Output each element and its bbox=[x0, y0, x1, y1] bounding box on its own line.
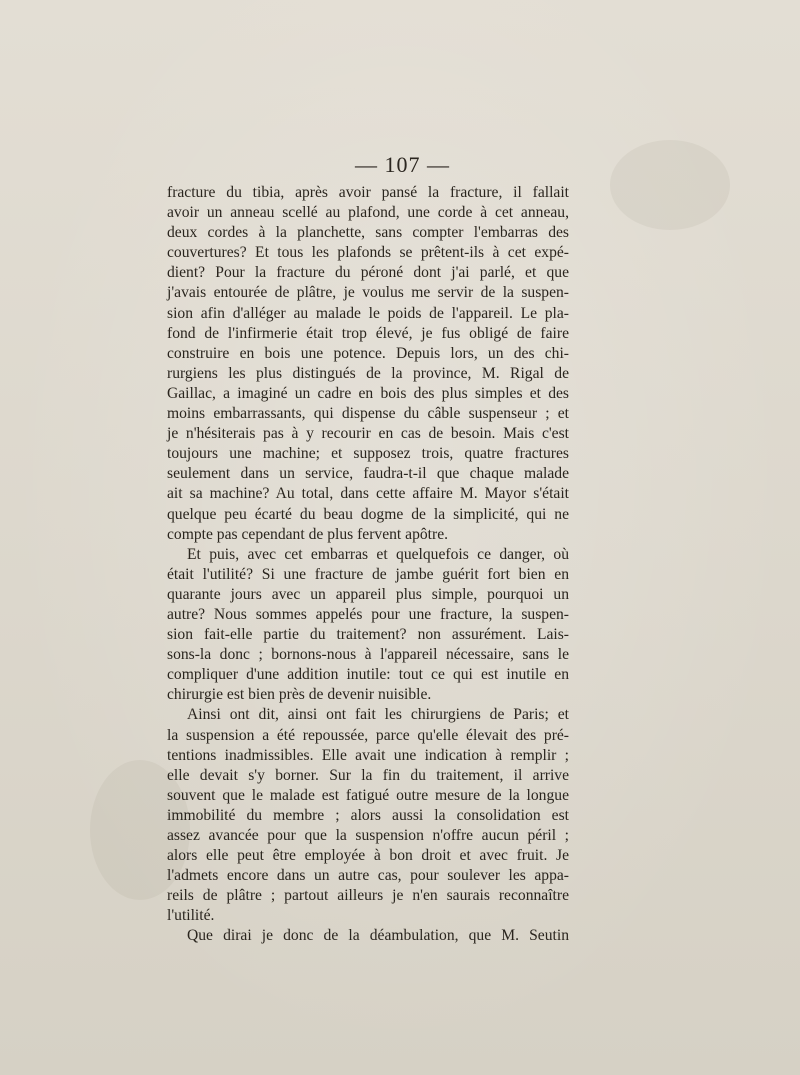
text-line: alors elle peut être employée à bon droit et avec fruit. Je bbox=[167, 847, 569, 865]
text-line: l'admets encore dans un autre cas, pour soulever les appa- bbox=[167, 867, 569, 885]
text-line: j'avais entourée de plâtre, je voulus me servir de la suspen- bbox=[167, 284, 569, 302]
text-line: quelque peu écarté du beau dogme de la simplicité, qui ne bbox=[167, 505, 569, 523]
text-line: autre? Nous sommes appelés pour une fracture, la suspen- bbox=[167, 605, 569, 623]
text-line: sion afin d'alléger au malade le poids de l'appareil. Le pla- bbox=[167, 304, 569, 322]
text-line: souvent que le malade est fatigué outre mesure de la longue bbox=[167, 786, 569, 804]
text-line: fond de l'infirmerie était trop élevé, je fus obligé de faire bbox=[167, 324, 569, 342]
text-line: rurgiens les plus distingués de la province, M. Rigal de bbox=[167, 364, 569, 382]
text-line: toujours une machine; et supposez trois, quatre fractures bbox=[167, 445, 569, 463]
paragraph-end-line: compte pas cependant de plus fervent apôtre. bbox=[167, 525, 449, 543]
body-text bbox=[167, 183, 569, 947]
text-line: immobilité du membre ; alors aussi la consolidation est bbox=[167, 806, 569, 824]
text-line: tentions inadmissibles. Elle avait une indication à remplir ; bbox=[167, 746, 569, 764]
text-line: seulement dans un service, faudra-t-il que chaque malade bbox=[167, 465, 569, 483]
text-line: reils de plâtre ; partout ailleurs je n'en saurais reconnaître bbox=[167, 887, 569, 905]
text-line: assez avancée pour que la suspension n'offre aucun péril ; bbox=[167, 827, 569, 844]
paragraph-start-line: Et puis, avec cet embarras et quelquefois ce danger, où bbox=[187, 545, 569, 563]
paragraph-end-line: l'utilité. bbox=[167, 907, 215, 925]
text-line: sion fait-elle partie du traitement? non assurément. Lais- bbox=[167, 626, 569, 644]
text-line: deux cordes à la planchette, sans compter l'embarras des bbox=[167, 224, 569, 242]
paragraph-end-line: chirurgie est bien près de devenir nuisible. bbox=[167, 686, 432, 704]
text-line: je n'hésiterais pas à y recourir en cas de besoin. Mais c'est bbox=[167, 425, 569, 443]
paragraph-start-line: Que dirai je donc de la déambulation, que M. Seutin bbox=[187, 927, 569, 945]
text-line: dient? Pour la fracture du péroné dont j'ai parlé, et que bbox=[167, 264, 569, 282]
text-line: elle devait s'y borner. Sur la fin du traitement, il arrive bbox=[167, 766, 569, 784]
text-line: était l'utilité? Si une fracture de jambe guérit fort bien en bbox=[167, 565, 569, 583]
text-line: couvertures? Et tous les plafonds se prêtent-ils à cet expé- bbox=[167, 244, 569, 262]
text-line: la suspension a été repoussée, parce qu'elle élevait des pré- bbox=[167, 726, 569, 744]
text-line: avoir un anneau scellé au plafond, une corde à cet anneau, bbox=[167, 204, 569, 222]
text-line: Gaillac, a imaginé un cadre en bois des plus simples et des bbox=[167, 384, 569, 402]
paragraph-start-line: Ainsi ont dit, ainsi ont fait les chirurgiens de Paris; et bbox=[187, 706, 569, 724]
text-line: compliquer d'une addition inutile: tout ce qui est inutile en bbox=[167, 666, 569, 684]
page-number: — 107 — bbox=[355, 152, 450, 177]
text-line: moins embarrassants, qui dispense du câble suspenseur ; et bbox=[167, 405, 569, 423]
text-line: fracture du tibia, après avoir pansé la fracture, il fallait bbox=[167, 184, 569, 201]
text-line: ait sa machine? Au total, dans cette affaire M. Mayor s'était bbox=[167, 485, 569, 503]
text-line: quarante jours avec un appareil plus simple, pourquoi un bbox=[167, 585, 569, 603]
text-line: construire en bois une potence. Depuis lors, un des chi- bbox=[167, 344, 569, 362]
text-line: sons-la donc ; bornons-nous à l'appareil nécessaire, sans le bbox=[167, 646, 569, 664]
